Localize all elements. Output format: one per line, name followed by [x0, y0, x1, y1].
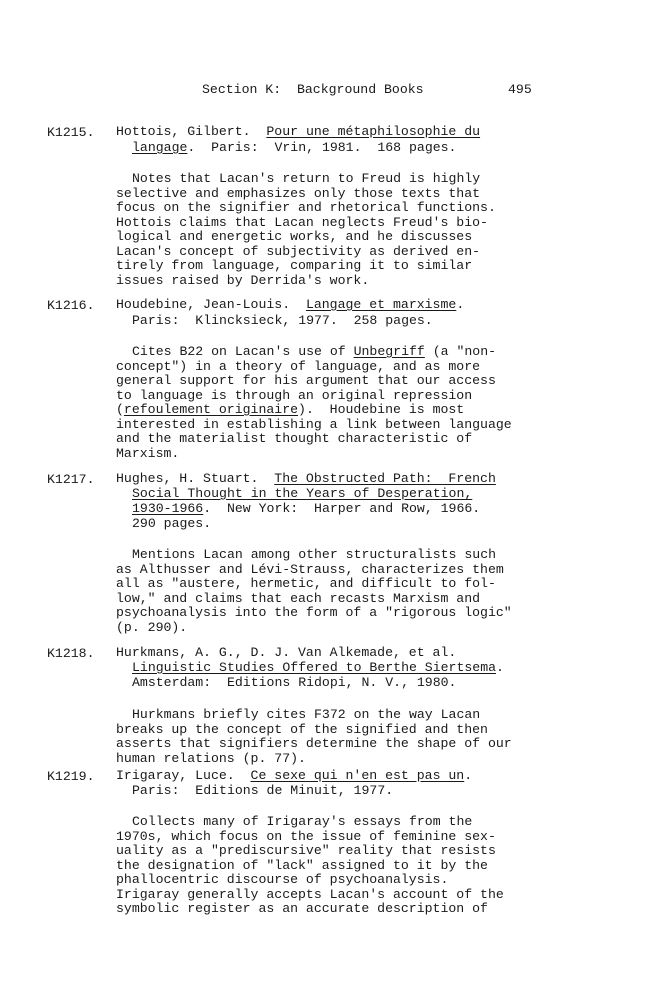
annotation-line: (refoulement originaire). Houdebine is most: [116, 402, 465, 417]
citation-text: . Paris: Vrin, 1981. 168 pages.: [187, 140, 457, 155]
annotation-line: Marxism.: [116, 445, 180, 461]
annotation: [116, 548, 546, 635]
annotation-line: asserts that signifiers determine the shape of our: [116, 736, 512, 751]
annotation-line: uality as a "prediscursive" reality that resists: [116, 843, 496, 858]
annotation-line: all as "austere, hermetic, and difficult to fol-: [116, 576, 496, 591]
annotation-line: 1970s, which focus on the issue of feminine sex-: [116, 828, 496, 844]
citation-line: [132, 487, 472, 502]
citation-line: [116, 646, 456, 661]
annotation-line: breaks up the concept of the signified and then: [116, 721, 488, 737]
entry-number: K1218.: [47, 646, 95, 661]
annotation-line: Hurkmans briefly cites F372 on the way Lacan: [132, 707, 481, 722]
annotation: [116, 172, 546, 288]
citation-line: [116, 472, 496, 487]
annotation-line: issues raised by Derrida's work.: [116, 272, 370, 288]
citation-line: [132, 141, 456, 156]
annotation-line: (p. 290).: [116, 619, 188, 635]
annotation-line: Mentions Lacan among other structuralists such: [132, 547, 497, 562]
citation-line: [132, 676, 456, 691]
citation-line: [132, 517, 211, 532]
annotation-line: interested in establishing a link between language: [116, 416, 512, 432]
annotation-line: human relations (p. 77).: [116, 750, 306, 766]
citation-line: [132, 784, 393, 799]
work-title: Linguistic Studies Offered to Berthe Siertsema: [132, 660, 497, 675]
citation-text: Amsterdam: Editions Ridopi, N. V., 1980.: [132, 675, 457, 690]
citation-text: Hughes, H. Stuart.: [116, 471, 275, 486]
annotation-line: the designation of "lack" assigned to it by the: [116, 857, 488, 873]
work-title: Social Thought in the Years of Desperation,: [132, 486, 473, 501]
work-title: Langage et marxisme: [305, 297, 457, 312]
citation-text: .: [456, 297, 465, 312]
entry-number: K1215.: [47, 125, 95, 140]
citation-line: [132, 314, 433, 329]
annotation: [116, 708, 546, 766]
annotation-line: phallocentric discourse of psychoanalysis.: [116, 872, 449, 887]
page-number: 495: [508, 82, 532, 97]
annotation-line: Lacan's concept of subjectivity as derived en-: [116, 243, 481, 259]
citation-text: Houdebine, Jean-Louis.: [116, 297, 306, 312]
citation-text: . New York: Harper and Row, 1966.: [203, 501, 481, 516]
annotation-line: to language is through an original repression: [116, 387, 473, 403]
annotation-line: logical and energetic works, and he discusses: [116, 229, 473, 244]
annotation-line: selective and emphasizes only those texts that: [116, 185, 481, 201]
citation-text: Paris: Editions de Minuit, 1977.: [132, 783, 394, 798]
citation-text: 290 pages.: [132, 516, 212, 531]
annotation-line: Notes that Lacan's return to Freud is highly: [132, 171, 481, 186]
annotation-line: tirely from language, comparing it to similar: [116, 258, 473, 273]
work-title: The Obstructed Path: French: [274, 471, 496, 486]
annotation: [116, 345, 546, 461]
citation-text: Hottois, Gilbert.: [116, 124, 267, 139]
citation-text: .: [496, 660, 504, 675]
citation-line: [116, 125, 480, 140]
citation-line: [132, 661, 504, 676]
annotation-line: Cites B22 on Lacan's use of Unbegriff (a "non-: [132, 344, 497, 359]
work-title: Ce sexe qui n'en est pas un: [250, 768, 465, 783]
section-title: Section K: Background Books: [202, 82, 424, 97]
page-header: [0, 82, 666, 100]
annotation-line: concept") in a theory of language, and as more: [116, 358, 481, 374]
annotation-line: low," and claims that each recasts Marxism and: [116, 590, 481, 606]
citation-text: Paris: Klincksieck, 1977. 258 pages.: [132, 313, 433, 328]
citation-text: Irigaray, Luce.: [116, 768, 251, 783]
citation-line: [116, 769, 472, 784]
annotation-line: general support for his argument that our access: [116, 373, 496, 388]
work-title: langage: [132, 140, 188, 155]
annotation-line: psychoanalysis into the form of a "rigorous logic": [116, 605, 512, 620]
entry-number: K1216.: [47, 298, 95, 313]
annotation-line: focus on the signifier and rhetorical functions.: [116, 200, 496, 215]
citation-line: [132, 502, 480, 517]
annotation-line: as Althusser and Lévi-Strauss, characterizes them: [116, 561, 504, 577]
entry-number: K1217.: [47, 472, 95, 487]
work-title: 1930-1966: [132, 501, 204, 516]
citation-line: [116, 298, 464, 313]
citation-text: Hurkmans, A. G., D. J. Van Alkemade, et al.: [116, 645, 457, 660]
annotation-line: Irigaray generally accepts Lacan's account of the: [116, 886, 504, 902]
citation-text: .: [464, 768, 473, 783]
annotation-line: symbolic register as an accurate description of: [116, 901, 488, 916]
annotation-line: Collects many of Irigaray's essays from the: [132, 814, 473, 829]
annotation-line: and the materialist thought characteristic of: [116, 431, 473, 446]
entry-number: K1219.: [47, 769, 95, 784]
annotation: [116, 815, 546, 917]
annotation-line: Hottois claims that Lacan neglects Freud's bio-: [116, 214, 488, 230]
work-title: Pour une métaphilosophie du: [266, 124, 481, 139]
